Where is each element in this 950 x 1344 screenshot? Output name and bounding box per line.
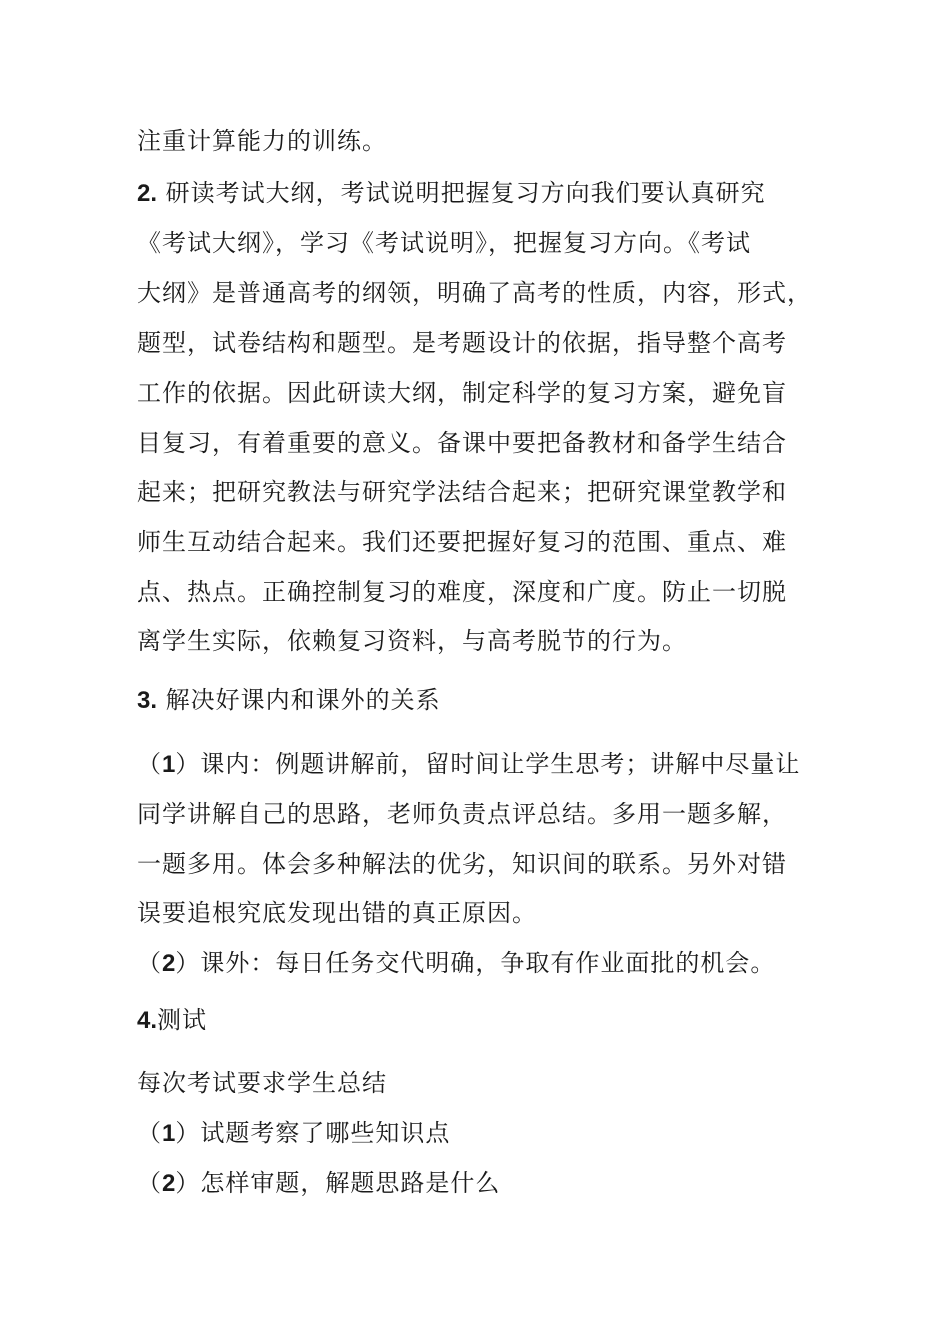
paragraph-line — [137, 626, 687, 656]
item-number: 1 — [162, 751, 176, 778]
paren-close: ） — [175, 1119, 201, 1147]
test-item-2 — [137, 1168, 500, 1199]
line-text: 研读考试大纲，考试说明把握复习方向我们要认真研究 — [165, 179, 766, 207]
list-item-2 — [137, 948, 775, 979]
paren-open: （ — [137, 750, 162, 778]
section-heading-3 — [137, 685, 441, 716]
test-item-1 — [137, 1118, 450, 1149]
line-text: 课内：例题讲解前，留时间让学生思考；讲解中尽量让 — [200, 750, 801, 778]
paren-close: ） — [175, 750, 201, 778]
section-number: 4. — [137, 1007, 158, 1034]
paragraph-line — [137, 328, 787, 358]
list-item-1 — [137, 749, 800, 780]
paren-close: ） — [175, 1169, 201, 1197]
line-text: 题型，试卷结构和题型。是考题设计的依据，指导整个高考 — [137, 329, 787, 357]
section-number: 3. — [137, 687, 158, 714]
paragraph-line — [137, 527, 787, 557]
section-heading-2 — [137, 178, 766, 209]
line-text: 试题考察了哪些知识点 — [200, 1119, 451, 1147]
paragraph-line — [137, 428, 787, 458]
paren-open: （ — [137, 1169, 162, 1197]
line-text: 起来；把研究教法与研究学法结合起来；把研究课堂教学和 — [137, 478, 787, 506]
line-text: 点、热点。正确控制复习的难度，深度和广度。防止一切脱 — [137, 578, 787, 606]
paragraph-line — [137, 228, 751, 258]
paragraph-line — [137, 849, 787, 879]
paragraph-line — [137, 278, 812, 308]
line-text: 解决好课内和课外的关系 — [165, 686, 441, 714]
paragraph-line — [137, 577, 787, 607]
item-number: 1 — [162, 1120, 176, 1147]
line-text: 大纲》是普通高考的纲领，明确了高考的性质，内容，形式， — [137, 279, 812, 307]
paragraph-line — [137, 378, 787, 408]
line-text: 注重计算能力的训练。 — [137, 127, 387, 155]
item-number: 2 — [162, 950, 176, 977]
section-number: 2. — [137, 180, 158, 207]
line-text: 怎样审题，解题思路是什么 — [200, 1169, 501, 1197]
paragraph-line — [137, 799, 787, 829]
paragraph-line — [137, 898, 537, 928]
paragraph-line — [137, 126, 387, 156]
line-text: 离学生实际，依赖复习资料，与高考脱节的行为。 — [137, 627, 687, 655]
item-number: 2 — [162, 1170, 176, 1197]
line-text: 目复习，有着重要的意义。备课中要把备教材和备学生结合 — [137, 429, 787, 457]
line-text: 同学讲解自己的思路，老师负责点评总结。多用一题多解， — [137, 800, 787, 828]
line-text: 每次考试要求学生总结 — [137, 1069, 387, 1097]
paren-close: ） — [175, 949, 201, 977]
line-text: 课外：每日任务交代明确，争取有作业面批的机会。 — [200, 949, 776, 977]
line-text: 师生互动结合起来。我们还要把握好复习的范围、重点、难 — [137, 528, 787, 556]
line-text: 一题多用。体会多种解法的优劣，知识间的联系。另外对错 — [137, 850, 787, 878]
paren-open: （ — [137, 949, 162, 977]
line-text: 《考试大纲》，学习《考试说明》，把握复习方向。《考试 — [137, 229, 751, 257]
paren-open: （ — [137, 1119, 162, 1147]
line-text: 工作的依据。因此研读大纲，制定科学的复习方案，避免盲 — [137, 379, 787, 407]
line-text: 测试 — [157, 1006, 208, 1034]
line-text: 误要追根究底发现出错的真正原因。 — [137, 899, 537, 927]
paragraph-line — [137, 1068, 387, 1098]
section-heading-4 — [137, 1005, 207, 1036]
paragraph-line — [137, 477, 787, 507]
